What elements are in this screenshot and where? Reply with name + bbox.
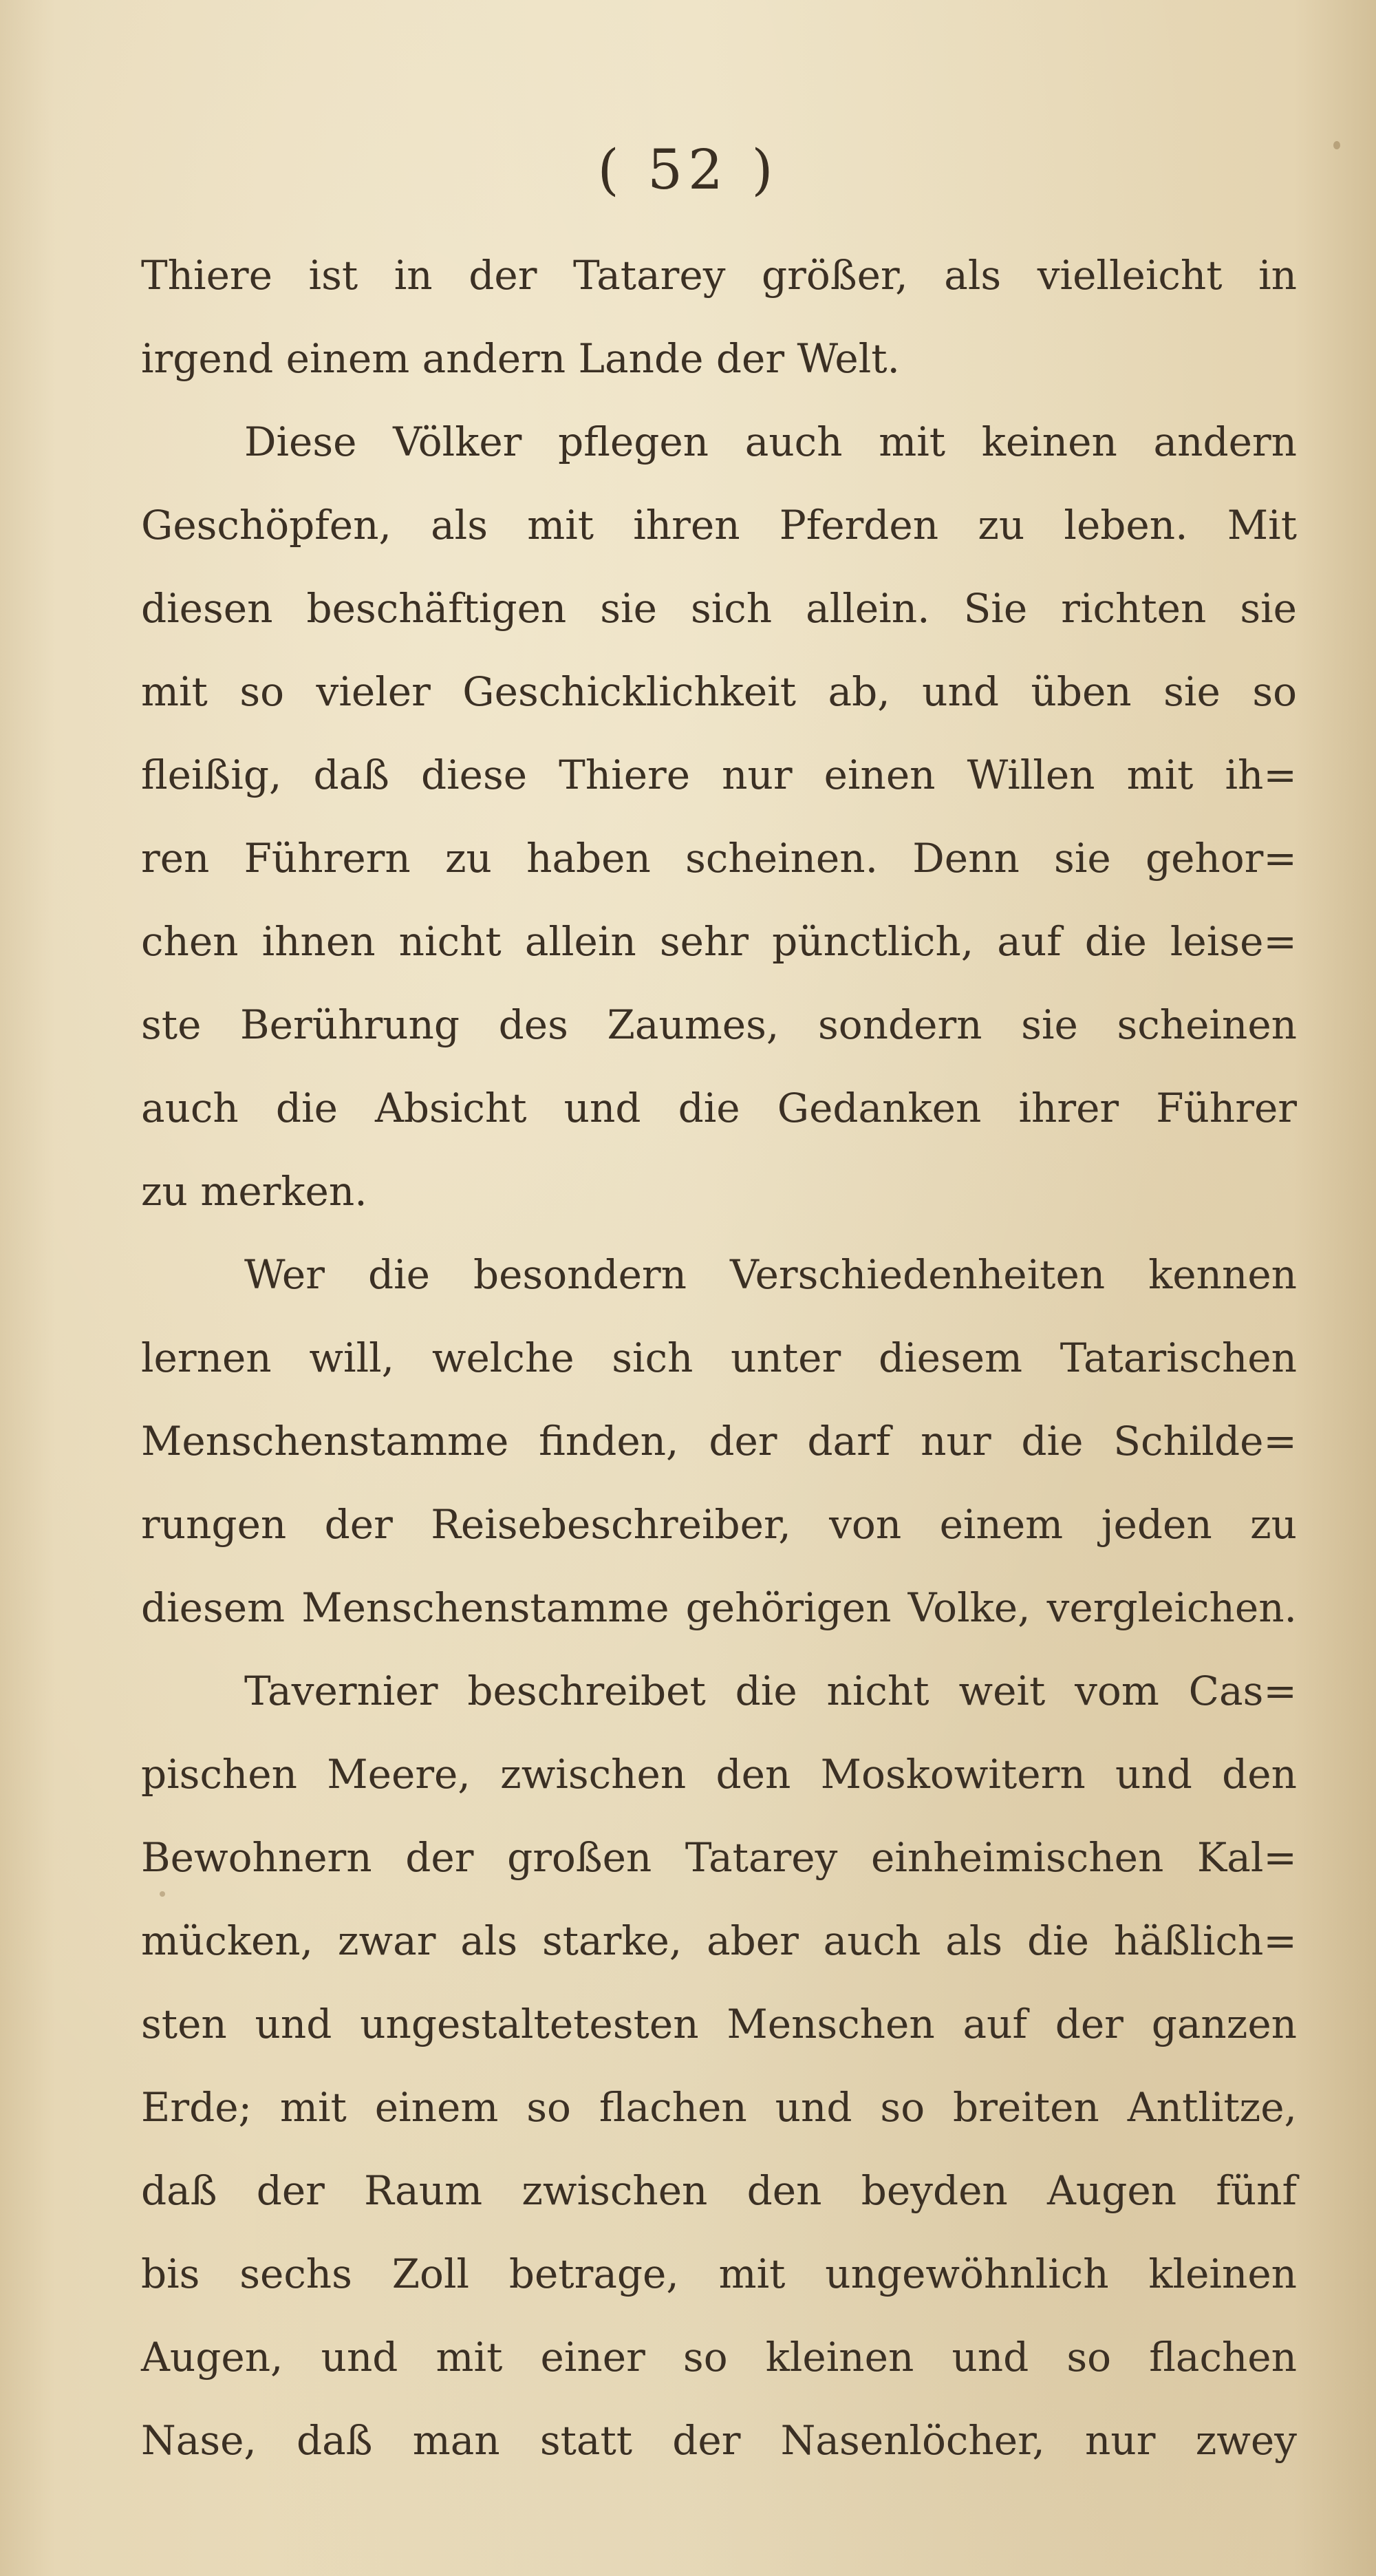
text-line: Erde; mit einem so flachen und so breiten Antlitze,	[141, 2084, 1297, 2131]
text-line: ren Führern zu haben scheinen. Denn sie gehor=	[141, 835, 1297, 882]
text-line: Augen, und mit einer so kleinen und so flachen	[141, 2334, 1297, 2381]
text-line: pischen Meere, zwischen den Moskowitern und den	[141, 1751, 1297, 1798]
text-line: diesen beschäftigen sie sich allein. Sie richten sie	[141, 585, 1297, 632]
text-line: auch die Absicht und die Gedanken ihrer Führer	[141, 1085, 1297, 1131]
page-number: ( 52 )	[597, 138, 779, 202]
text-line: Menschenstamme finden, der darf nur die Schilde=	[141, 1418, 1297, 1465]
text-line: Thiere ist in der Tatarey größer, als vielleicht in	[141, 252, 1297, 299]
text-line: sten und ungestaltetesten Menschen auf der ganzen	[141, 2001, 1297, 2047]
text-line: zu merken.	[141, 1168, 367, 1215]
text-line: Bewohnern der großen Tatarey einheimischen Kal=	[141, 1834, 1297, 1881]
text-line: lernen will, welche sich unter diesem Tatarischen	[141, 1334, 1297, 1381]
text-line: Tavernier beschreibet die nicht weit vom Cas=	[244, 1668, 1297, 1714]
text-line: chen ihnen nicht allein sehr pünctlich, auf die leise=	[141, 918, 1297, 965]
text-line: fleißig, daß diese Thiere nur einen Willen mit ih=	[141, 752, 1297, 798]
text-line: irgend einem andern Lande der Welt.	[141, 335, 900, 382]
text-line: Wer die besondern Verschiedenheiten kennen	[244, 1251, 1297, 1298]
text-line: Nase, daß man statt der Nasenlöcher, nur zwey	[141, 2417, 1297, 2464]
text-line: Geschöpfen, als mit ihren Pferden zu leben. Mit	[141, 502, 1297, 549]
body-text	[141, 234, 1297, 2482]
text-line: rungen der Reisebeschreiber, von einem jeden zu	[141, 1501, 1297, 1548]
text-line: diesem Menschenstamme gehörigen Volke, vergleichen.	[141, 1584, 1297, 1631]
text-line: mücken, zwar als starke, aber auch als die häßlich=	[141, 1917, 1297, 1964]
text-line: daß der Raum zwischen den beyden Augen fünf	[141, 2167, 1297, 2214]
text-line: mit so vieler Geschicklichkeit ab, und üben sie so	[141, 668, 1297, 715]
text-line: bis sechs Zoll betrage, mit ungewöhnlich kleinen	[141, 2250, 1297, 2297]
text-line: ste Berührung des Zaumes, sondern sie scheinen	[141, 1001, 1297, 1048]
text-line: Diese Völker pflegen auch mit keinen andern	[244, 418, 1297, 465]
